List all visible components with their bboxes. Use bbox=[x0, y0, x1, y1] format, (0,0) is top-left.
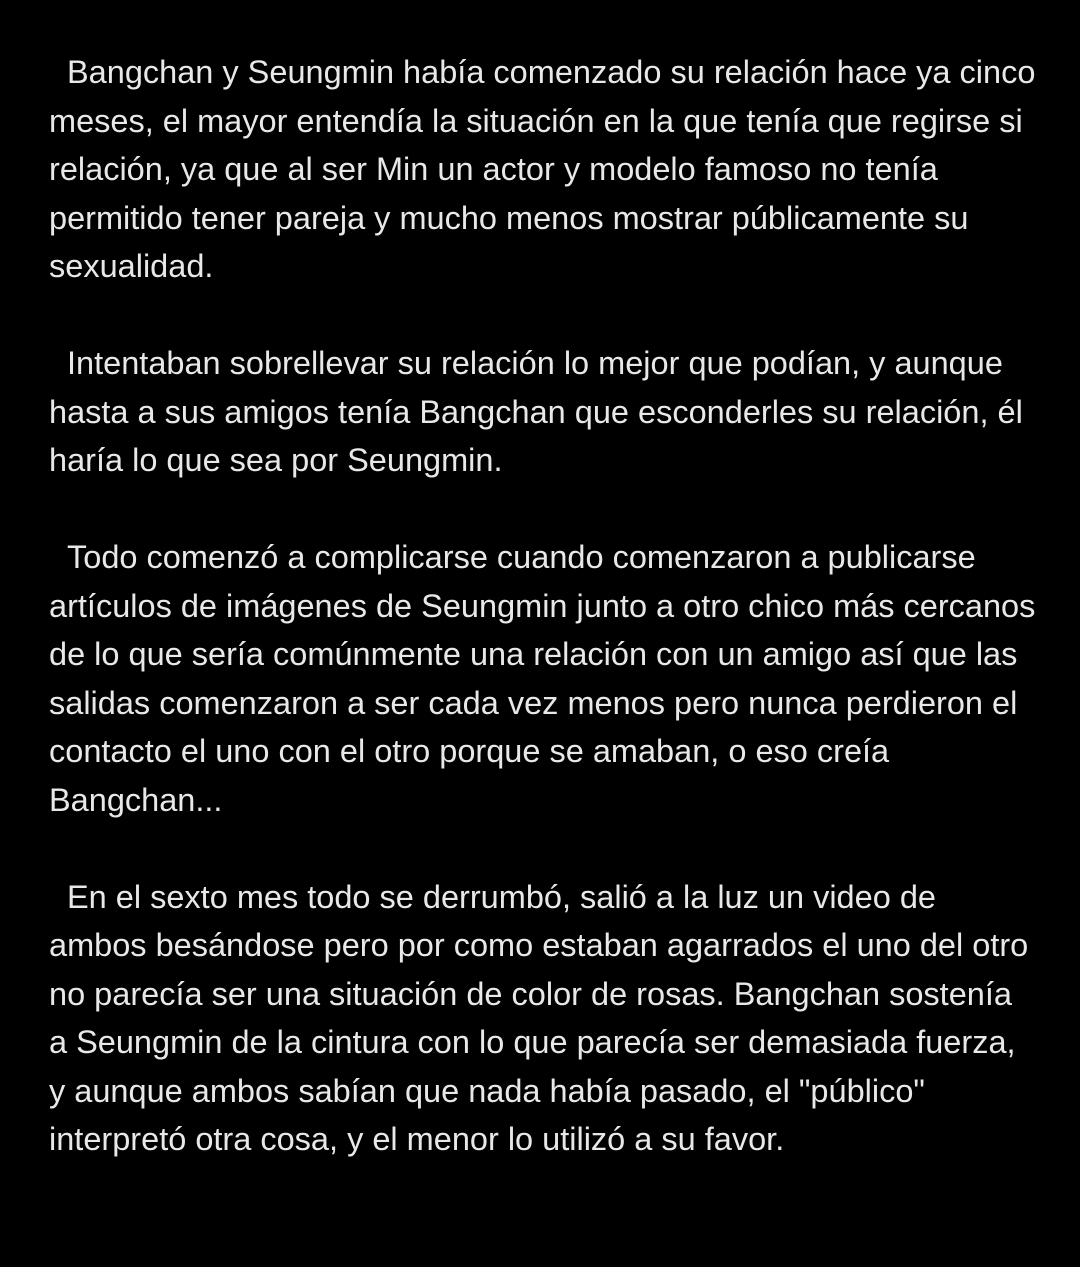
paragraph-4: En el sexto mes todo se derrumbó, salió a la luz un video de ambos besándose pero por como estaban agarrados el uno del otro no parecía ser una situación de color de rosas. Bangchan sostenía a Seungmin de la cintura con lo que parecía ser demasiada fuerza, y aunque ambos sabían que nada había pasado, el "público" interpretó otra cosa, y el menor lo utilizó a su favor. bbox=[49, 878, 1029, 1157]
paragraph-1: Bangchan y Seungmin había comenzado su relación hace ya cinco meses, el mayor entendía la situación en la que tenía que regirse si relación, ya que al ser Min un actor y modelo famoso no tenía permitido tener pareja y mucho menos mostrar públicamente su sexualidad. bbox=[49, 54, 1036, 284]
paragraph-2: Intentaban sobrellevar su relación lo mejor que podían, y aunque hasta a sus amigos tenía Bangchan que esconderles su relación, él haría lo que sea por Seungmin. bbox=[49, 345, 1023, 478]
paragraph-3: Todo comenzó a complicarse cuando comenzaron a publicarse artículos de imágenes de Seungmin junto a otro chico más cercanos de lo que sería comúnmente una relación con un amigo así que las salidas comenzaron a ser cada vez menos pero nunca perdieron el contacto el uno con el otro porque se amaban, o eso creía Bangchan... bbox=[49, 539, 1036, 818]
story-text-body bbox=[49, 48, 1039, 1164]
